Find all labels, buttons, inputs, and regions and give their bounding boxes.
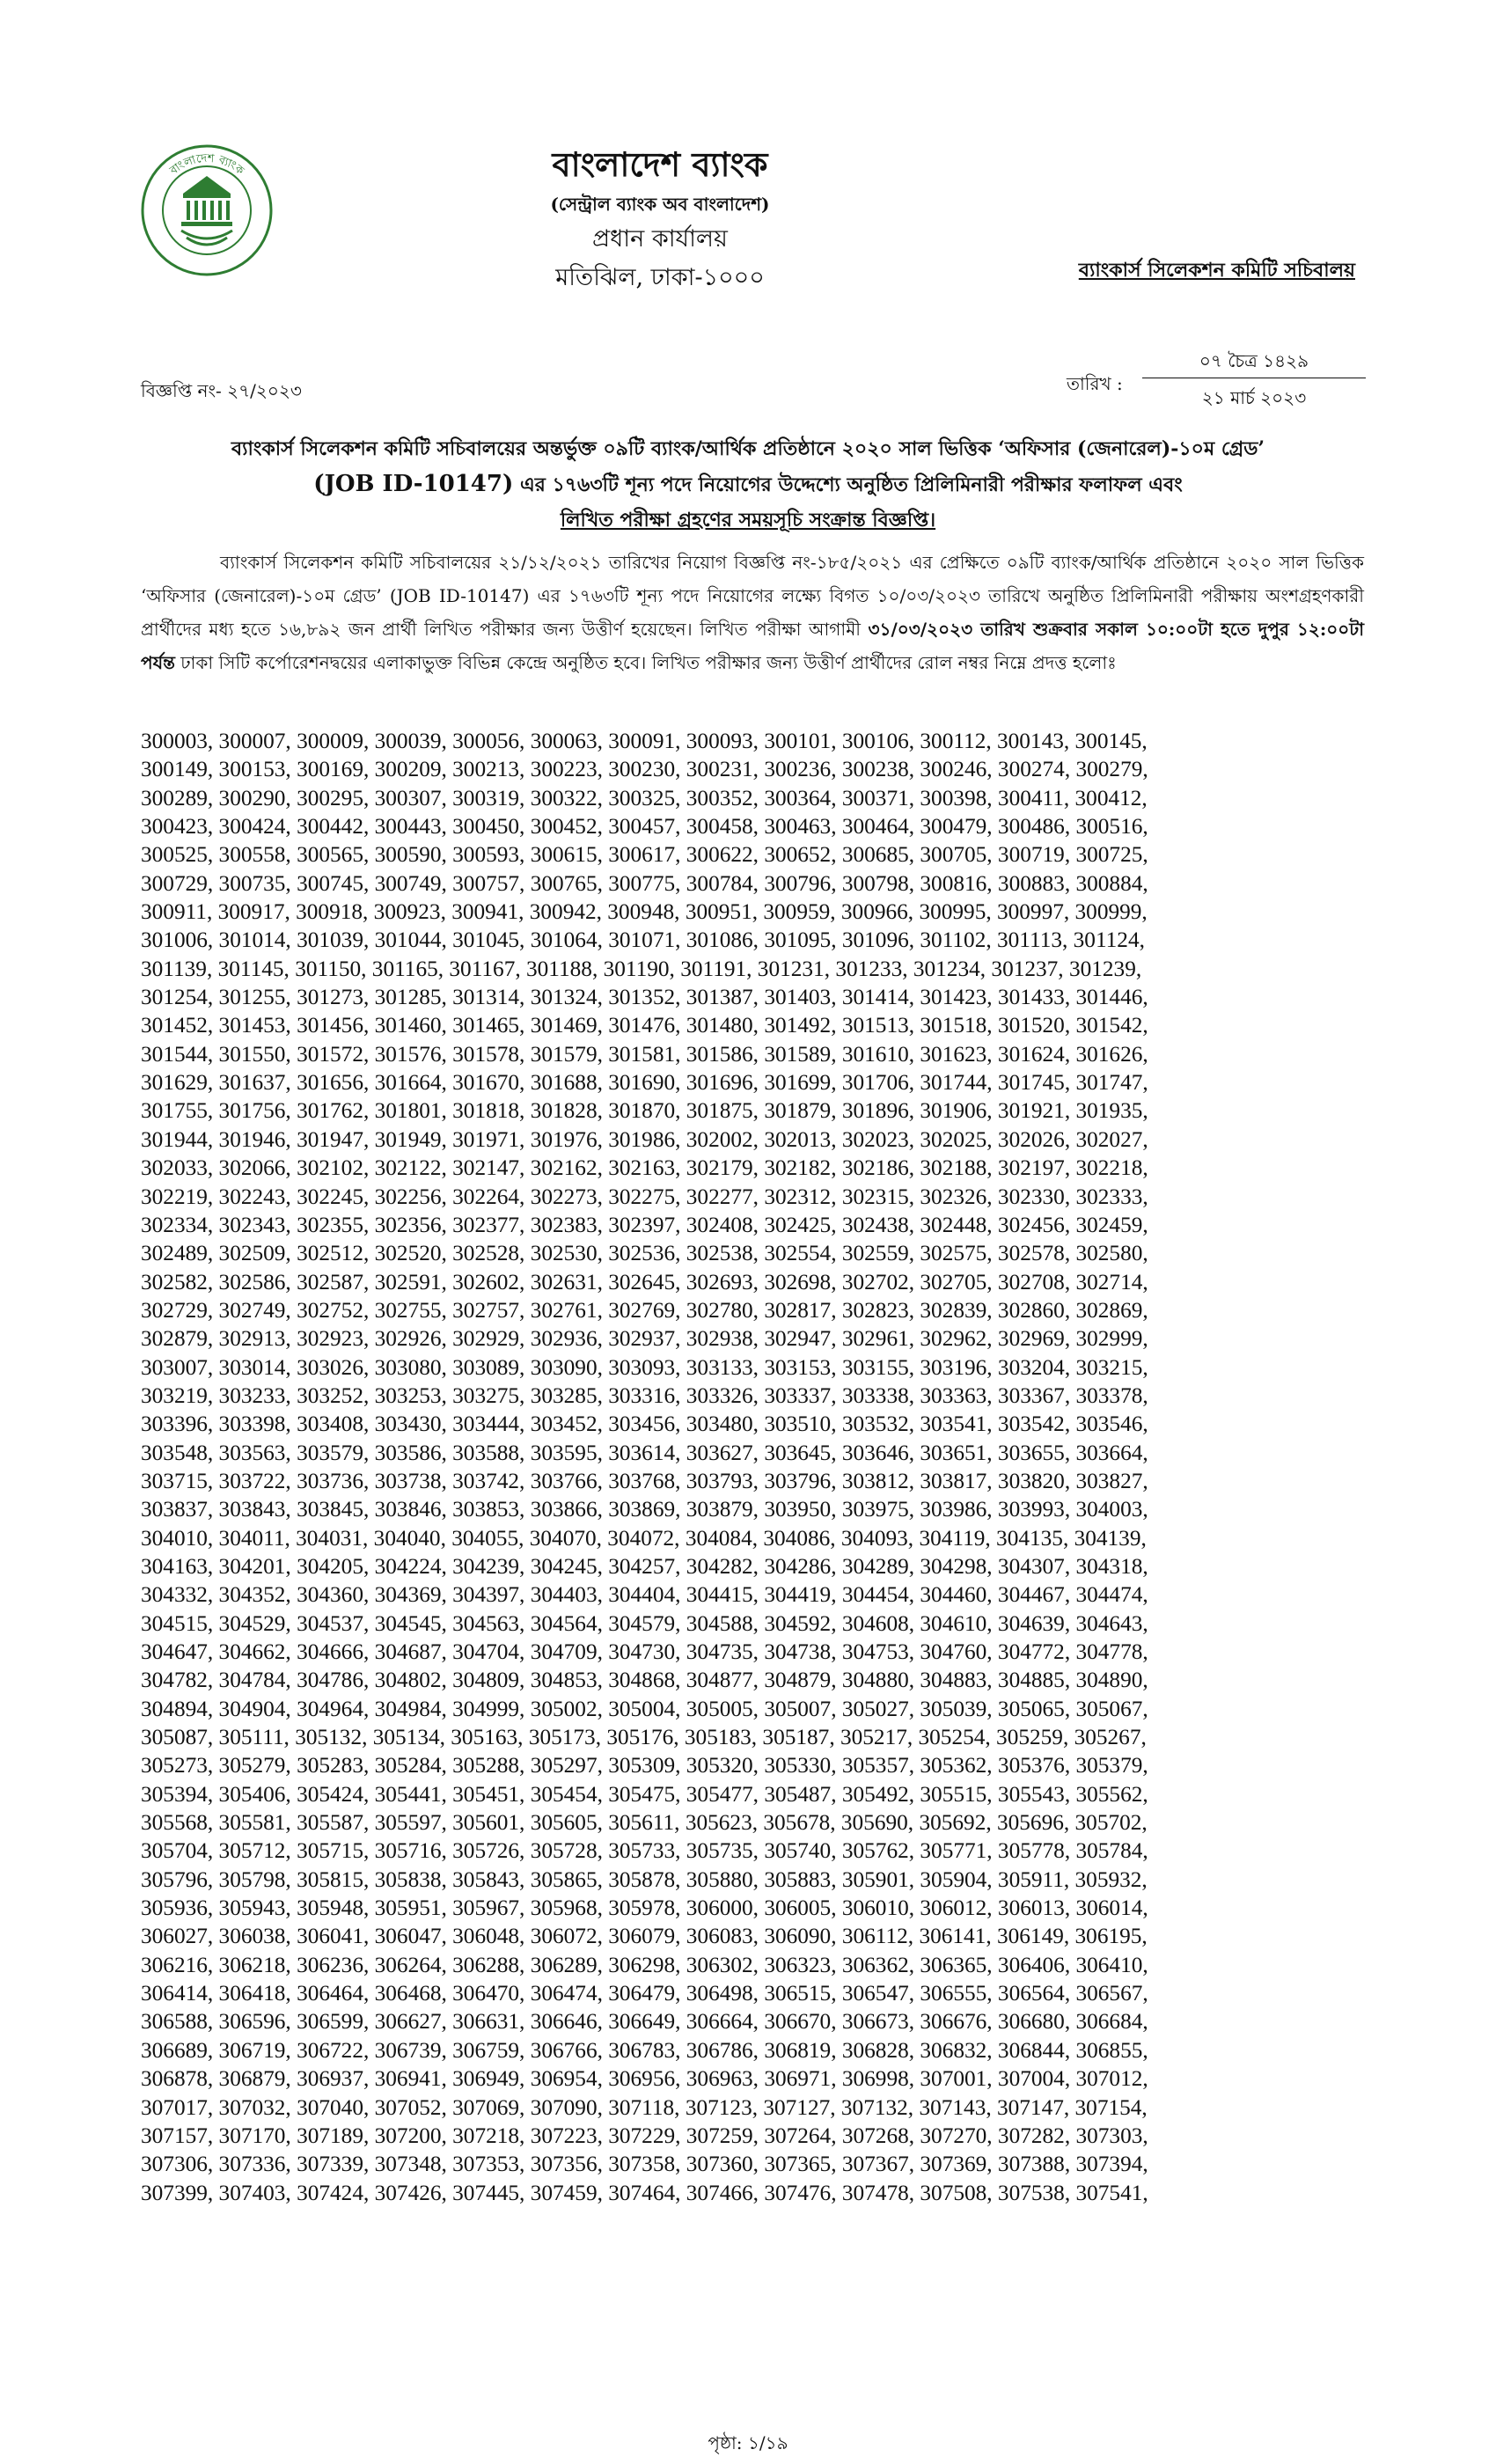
roll-line: 301139, 301145, 301150, 301165, 301167, 301188, 301190, 301191, 301231, 301233, 301234, 301237, 301239, bbox=[141, 956, 1142, 981]
roll-line: 307157, 307170, 307189, 307200, 307218, 307223, 307229, 307259, 307264, 307268, 307270, 307282, 307303, bbox=[141, 2123, 1148, 2148]
roll-line: 306027, 306038, 306041, 306047, 306048, 306072, 306079, 306083, 306090, 306112, 306141, 306149, 306195, bbox=[141, 1924, 1148, 1949]
bank-name: বাংলাদেশ ব্যাংক bbox=[552, 144, 768, 184]
roll-line: 302729, 302749, 302752, 302755, 302757, 302761, 302769, 302780, 302817, 302823, 302839, 302860, 302869, bbox=[141, 1297, 1148, 1323]
subject-line-1: ব্যাংকার্স সিলেকশন কমিটি সচিবালয়ের অন্তর্ভুক্ত ০৯টি ব্যাংক/আর্থিক প্রতিষ্ঠানে ২০২০ সাল ভিত্তিক ‘অফিসার (জেনারেল)-১০ম গ্রেড’ bbox=[231, 437, 1265, 460]
date-bengali: ০৭ চৈত্র ১৪২৯ bbox=[1199, 350, 1309, 371]
roll-line: 305936, 305943, 305948, 305951, 305967, 305968, 305978, 306000, 306005, 306010, 306012, 306013, 306014, bbox=[141, 1896, 1148, 1921]
bank-subtitle: (সেন্ট্রাল ব্যাংক অব বাংলাদেশ) bbox=[550, 194, 770, 215]
page-number: পৃষ্ঠা: ১/১৯ bbox=[708, 2432, 788, 2453]
roll-line: 304010, 304011, 304031, 304040, 304055, 304070, 304072, 304084, 304086, 304093, 304119, 304135, 304139, bbox=[141, 1525, 1147, 1551]
roll-line: 300423, 300424, 300442, 300443, 300450, 300452, 300457, 300458, 300463, 300464, 300479, 300486, 300516, bbox=[141, 814, 1148, 840]
exam-schedule: ৩১/০৩/২০২৩ তারিখ শুক্রবার সকাল ১০:০০টা হতে দুপুর ১২:০০টা পর্যন্ত bbox=[141, 619, 1364, 673]
roll-line: 305568, 305581, 305587, 305597, 305601, 305605, 305611, 305623, 305678, 305690, 305692, 305696, 305702, bbox=[141, 1810, 1148, 1836]
date-label: তারিখ : bbox=[1067, 373, 1123, 394]
roll-line: 306414, 306418, 306464, 306468, 306470, 306474, 306479, 306498, 306515, 306547, 306555, 306564, 306567, bbox=[141, 1981, 1148, 2006]
notice-body bbox=[141, 546, 1364, 679]
roll-line: 304782, 304784, 304786, 304802, 304809, 304853, 304868, 304877, 304879, 304880, 304883, 304885, 304890, bbox=[141, 1668, 1148, 1693]
roll-line: 303837, 303843, 303845, 303846, 303853, 303866, 303869, 303879, 303950, 303975, 303986, 303993, 304003, bbox=[141, 1497, 1148, 1522]
roll-line: 300525, 300558, 300565, 300590, 300593, 300615, 300617, 300622, 300652, 300685, 300705, 300719, 300725, bbox=[141, 842, 1148, 868]
roll-line: 304332, 304352, 304360, 304369, 304397, 304403, 304404, 304415, 304419, 304454, 304460, 304467, 304474, bbox=[141, 1582, 1148, 1608]
bangladesh-bank-seal-icon bbox=[139, 143, 275, 278]
roll-line: 301755, 301756, 301762, 301801, 301818, 301828, 301870, 301875, 301879, 301896, 301906, 301921, 301935, bbox=[141, 1098, 1148, 1124]
roll-line: 301254, 301255, 301273, 301285, 301314, 301324, 301352, 301387, 301403, 301414, 301423, 301433, 301446, bbox=[141, 985, 1148, 1010]
roll-line: 303007, 303014, 303026, 303080, 303089, 303090, 303093, 303133, 303153, 303155, 303196, 303204, 303215, bbox=[141, 1354, 1148, 1380]
roll-line: 300289, 300290, 300295, 300307, 300319, 300322, 300325, 300352, 300364, 300371, 300398, 300411, 300412, bbox=[141, 785, 1148, 810]
office-address: মতিঝিল, ঢাকা-১০০০ bbox=[555, 264, 765, 291]
svg-text:বাংলাদেশ ব্যাংক bbox=[167, 152, 247, 179]
roll-line: 307399, 307403, 307424, 307426, 307445, 307459, 307464, 307466, 307476, 307478, 307508, 307538, 307541, bbox=[141, 2180, 1148, 2205]
subject-line-2 bbox=[176, 466, 1320, 502]
roll-line: 300729, 300735, 300745, 300749, 300757, 300765, 300775, 300784, 300796, 300798, 300816, 300883, 300884, bbox=[141, 870, 1148, 896]
roll-line: 307306, 307336, 307339, 307348, 307353, 307356, 307358, 307360, 307365, 307367, 307369, 307388, 307394, bbox=[141, 2152, 1148, 2177]
notice-subject bbox=[176, 431, 1320, 538]
subject-line-2-rest: এর ১৭৬৩টি শূন্য পদে নিয়োগের উদ্দেশ্যে অনুষ্ঠিত প্রিলিমিনারী পরীক্ষার ফলাফল এবং bbox=[513, 473, 1183, 496]
roll-line: 303715, 303722, 303736, 303738, 303742, 303766, 303768, 303793, 303796, 303812, 303817, 303820, 303827, bbox=[141, 1468, 1148, 1493]
roll-line: 304163, 304201, 304205, 304224, 304239, 304245, 304257, 304282, 304286, 304289, 304298, 304307, 304318, bbox=[141, 1553, 1148, 1579]
roll-line: 305796, 305798, 305815, 305838, 305843, 305865, 305878, 305880, 305883, 305901, 305904, 305911, 305932, bbox=[141, 1866, 1148, 1892]
body-part-1: ব্যাংকার্স সিলেকশন কমিটি সচিবালয়ের ২১/১২/২০২১ তারিখের নিয়োগ বিজ্ঞপ্তি নং-১৮৫/২০২১ এর প্রেক্ষিতে ০৯টি ব্যাংক/আর্থিক প্রতিষ্ঠানে ২০২০ সাল ভিত্তিক ‘অফিসার (জেনারেল)-১০ম গ্রেড’ (JOB ID-10147) এর ১৭৬৩টি শূন্য পদে নিয়োগের লক্ষ্যে বিগত ১০/০৩/২০২৩ তারিখে অনুষ্ঠিত প্রিলিমিনারী পরীক্ষায় অংশগ্রহণকারী প্রার্থীদের মধ্য হতে ১৬,৮৯২ জন প্রার্থী লিখিত পরীক্ষার জন্য উত্তীর্ণ হয়েছেন। লিখিত পরীক্ষা আগামী bbox=[141, 552, 1364, 640]
roll-line: 301629, 301637, 301656, 301664, 301670, 301688, 301690, 301696, 301699, 301706, 301744, 301745, 301747, bbox=[141, 1070, 1148, 1096]
roll-line: 302334, 302343, 302355, 302356, 302377, 302383, 302397, 302408, 302425, 302438, 302448, 302456, 302459, bbox=[141, 1212, 1148, 1237]
roll-line: 303219, 303233, 303252, 303253, 303275, 303285, 303316, 303326, 303337, 303338, 303363, 303367, 303378, bbox=[141, 1382, 1148, 1408]
body-part-2: ঢাকা সিটি কর্পোরেশনদ্বয়ের এলাকাভুক্ত বিভিন্ন কেন্দ্রে অনুষ্ঠিত হবে। লিখিত পরীক্ষার জন্য উত্তীর্ণ প্রার্থীদের রোল নম্বর নিম্নে প্রদত্ত হলোঃ bbox=[174, 652, 1117, 673]
roll-line: 306216, 306218, 306236, 306264, 306288, 306289, 306298, 306302, 306323, 306362, 306365, 306406, 306410, bbox=[141, 1952, 1148, 1977]
roll-line: 305087, 305111, 305132, 305134, 305163, 305173, 305176, 305183, 305187, 305217, 305254, 305259, 305267, bbox=[141, 1725, 1147, 1750]
roll-number-list bbox=[141, 727, 1373, 2207]
roll-line: 301452, 301453, 301456, 301460, 301465, 301469, 301476, 301480, 301492, 301513, 301518, 301520, 301542, bbox=[141, 1013, 1148, 1038]
roll-line: 305704, 305712, 305715, 305716, 305726, 305728, 305733, 305735, 305740, 305762, 305771, 305778, 305784, bbox=[141, 1838, 1148, 1864]
notice-number: বিজ্ঞপ্তি নং- ২৭/২০২৩ bbox=[141, 380, 302, 401]
roll-line: 304515, 304529, 304537, 304545, 304563, 304564, 304579, 304588, 304592, 304608, 304610, 304639, 304643, bbox=[141, 1610, 1148, 1636]
roll-line: 301006, 301014, 301039, 301044, 301045, 301064, 301071, 301086, 301095, 301096, 301102, 301113, 301124, bbox=[141, 928, 1145, 953]
office-name: প্রধান কার্যালয় bbox=[592, 225, 728, 253]
secretariat-label: ব্যাংকার্স সিলেকশন কমিটি সচিবালয় bbox=[1078, 259, 1355, 282]
roll-line: 305273, 305279, 305283, 305284, 305288, 305297, 305309, 305320, 305330, 305357, 305362, 305376, 305379, bbox=[141, 1753, 1148, 1778]
roll-line: 301544, 301550, 301572, 301576, 301578, 301579, 301581, 301586, 301589, 301610, 301623, 301624, 301626, bbox=[141, 1041, 1148, 1067]
roll-line: 300911, 300917, 300918, 300923, 300941, 300942, 300948, 300951, 300959, 300966, 300995, 300997, 300999, bbox=[141, 899, 1148, 925]
date-gregorian: ২১ মার্চ ২০২৩ bbox=[1201, 387, 1307, 408]
roll-line: 305394, 305406, 305424, 305441, 305451, 305454, 305475, 305477, 305487, 305492, 305515, 305543, 305562, bbox=[141, 1781, 1148, 1807]
roll-line: 302033, 302066, 302102, 302122, 302147, 302162, 302163, 302179, 302182, 302186, 302188, 302197, 302218, bbox=[141, 1155, 1148, 1181]
job-id: (JOB ID-10147) bbox=[313, 471, 514, 497]
roll-line: 304647, 304662, 304666, 304687, 304704, 304709, 304730, 304735, 304738, 304753, 304760, 304772, 304778, bbox=[141, 1639, 1148, 1664]
roll-line: 306689, 306719, 306722, 306739, 306759, 306766, 306783, 306786, 306819, 306828, 306832, 306844, 306855, bbox=[141, 2037, 1148, 2063]
subject-line-3: লিখিত পরীক্ষা গ্রহণের সময়সূচি সংক্রান্ত বিজ্ঞপ্তি। bbox=[560, 509, 936, 532]
roll-line: 307017, 307032, 307040, 307052, 307069, 307090, 307118, 307123, 307127, 307132, 307143, 307147, 307154, bbox=[141, 2094, 1148, 2120]
roll-line: 304894, 304904, 304964, 304984, 304999, 305002, 305004, 305005, 305007, 305027, 305039, 305065, 305067, bbox=[141, 1696, 1148, 1721]
roll-line: 306588, 306596, 306599, 306627, 306631, 306646, 306649, 306664, 306670, 306673, 306676, 306680, 306684, bbox=[141, 2009, 1148, 2035]
roll-line: 302582, 302586, 302587, 302591, 302602, 302631, 302645, 302693, 302698, 302702, 302705, 302708, 302714, bbox=[141, 1269, 1148, 1294]
roll-line: 303548, 303563, 303579, 303586, 303588, 303595, 303614, 303627, 303645, 303646, 303651, 303655, 303664, bbox=[141, 1440, 1148, 1465]
roll-line: 303396, 303398, 303408, 303430, 303444, 303452, 303456, 303480, 303510, 303532, 303541, 303542, 303546, bbox=[141, 1412, 1148, 1437]
roll-line: 302879, 302913, 302923, 302926, 302929, 302936, 302937, 302938, 302947, 302961, 302962, 302969, 302999, bbox=[141, 1326, 1148, 1352]
date-block bbox=[1067, 345, 1366, 424]
roll-line: 302489, 302509, 302512, 302520, 302528, 302530, 302536, 302538, 302554, 302559, 302575, 302578, 302580, bbox=[141, 1241, 1148, 1266]
roll-line: 301944, 301946, 301947, 301949, 301971, 301976, 301986, 302002, 302013, 302023, 302025, 302026, 302027, bbox=[141, 1126, 1148, 1152]
roll-line: 300149, 300153, 300169, 300209, 300213, 300223, 300230, 300231, 300236, 300238, 300246, 300274, 300279, bbox=[141, 757, 1148, 782]
roll-line: 302219, 302243, 302245, 302256, 302264, 302273, 302275, 302277, 302312, 302315, 302326, 302330, 302333, bbox=[141, 1184, 1148, 1209]
letterhead bbox=[475, 141, 845, 297]
seal-text: বাংলাদেশ ব্যাংক bbox=[167, 151, 246, 179]
roll-line: 306878, 306879, 306937, 306941, 306949, 306954, 306956, 306963, 306971, 306998, 307001, 307004, 307012, bbox=[141, 2066, 1148, 2092]
roll-line: 300003, 300007, 300009, 300039, 300056, 300063, 300091, 300093, 300101, 300106, 300112, 300143, 300145, bbox=[141, 729, 1148, 753]
